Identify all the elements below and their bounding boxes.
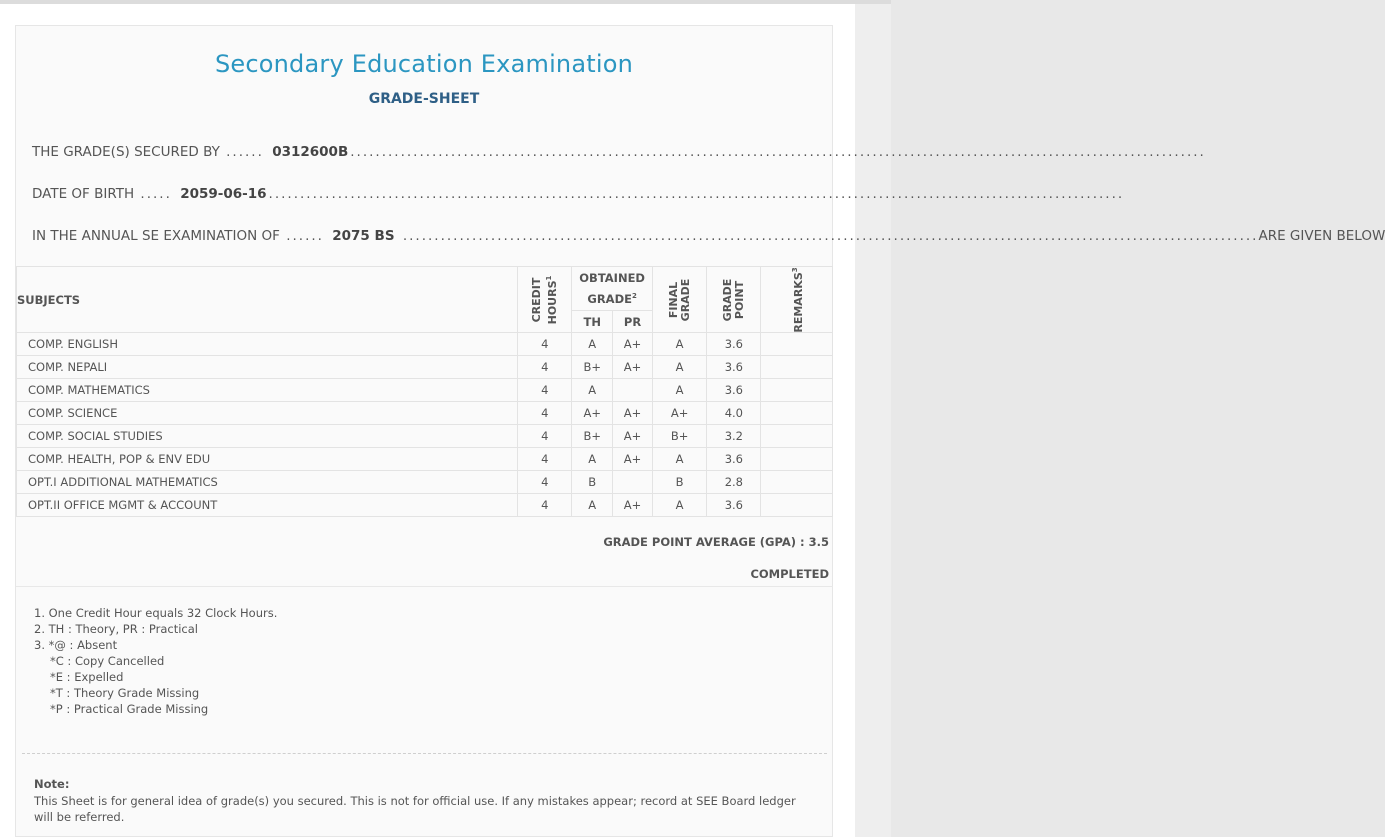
credit-hours: 4 — [518, 402, 572, 425]
final-grade: A — [652, 356, 706, 379]
grade-point: 3.6 — [707, 356, 761, 379]
footnote: *P : Practical Grade Missing — [50, 702, 209, 716]
footnote: 1. One Credit Hour equals 32 Clock Hours. — [34, 606, 278, 620]
subject-name: COMP. ENGLISH — [17, 333, 518, 356]
grade-point: 3.6 — [707, 379, 761, 402]
final-grade: A — [652, 494, 706, 517]
table-row — [17, 356, 833, 379]
subject-name: COMP. SOCIAL STUDIES — [17, 425, 518, 448]
exam-suffix: ARE GIVEN BELOW — [1258, 228, 1385, 244]
exam-label: IN THE ANNUAL SE EXAMINATION OF — [32, 228, 280, 244]
table-row — [17, 425, 833, 448]
final-grade: A+ — [652, 402, 706, 425]
leader-dots: ........................................................................................................................................ — [268, 186, 1125, 202]
credit-hours: 4 — [518, 379, 572, 402]
result-status: COMPLETED — [750, 567, 829, 581]
final-grade: A — [652, 379, 706, 402]
note-heading: Note: — [34, 777, 70, 791]
divider — [16, 586, 833, 587]
remarks — [761, 448, 833, 471]
header-th: TH — [572, 311, 613, 333]
header-subjects: SUBJECTS — [17, 267, 518, 333]
final-grade: B — [652, 471, 706, 494]
table-row — [17, 494, 833, 517]
grade-point: 3.6 — [707, 333, 761, 356]
subject-name: COMP. HEALTH, POP & ENV EDU — [17, 448, 518, 471]
grade-point: 4.0 — [707, 402, 761, 425]
practical-grade: A+ — [613, 425, 653, 448]
subject-name: OPT.I ADDITIONAL MATHEMATICS — [17, 471, 518, 494]
header-obtained-grade: OBTAINED GRADE$^2$ — [572, 267, 653, 311]
footnote: *C : Copy Cancelled — [50, 654, 165, 668]
footnote: 3. *@ : Absent — [34, 638, 118, 652]
theory-grade: A — [572, 494, 613, 517]
page — [0, 4, 1385, 837]
remarks — [761, 402, 833, 425]
theory-grade: A — [572, 448, 613, 471]
table-row — [17, 333, 833, 356]
table-row — [17, 471, 833, 494]
leader-dots: ..... — [134, 186, 179, 202]
subject-name: COMP. MATHEMATICS — [17, 379, 518, 402]
credit-hours: 4 — [518, 356, 572, 379]
credit-hours: 4 — [518, 448, 572, 471]
note-body: This Sheet is for general idea of grade(s) you secured. This is not for official use. If any mistakes appear; record at SEE Board ledger will be referred. — [34, 794, 796, 824]
subject-name: COMP. SCIENCE — [17, 402, 518, 425]
remarks — [761, 379, 833, 402]
credit-hours: 4 — [518, 425, 572, 448]
exam-title: Secondary Education Examination — [214, 50, 634, 78]
symbol-number: 0312600B — [272, 144, 349, 160]
grade-point: 3.2 — [707, 425, 761, 448]
leader-dots: ........................................................................................................................................ — [350, 144, 1206, 160]
practical-grade — [613, 471, 653, 494]
header-credit-hours: CREDIT HOURS$^1$ — [518, 267, 572, 333]
header-pr: PR — [613, 311, 653, 333]
right-scroll-gutter — [855, 4, 891, 837]
table-row — [17, 379, 833, 402]
theory-grade: B — [572, 471, 613, 494]
grades-table — [16, 266, 833, 517]
leader-dots: ...... — [219, 144, 271, 160]
header-grade-point: GRADE POINT — [707, 267, 761, 333]
practical-grade: A+ — [613, 494, 653, 517]
gpa-summary: GRADE POINT AVERAGE (GPA) : 3.5 — [603, 535, 829, 549]
practical-grade: A+ — [613, 402, 653, 425]
theory-grade: A+ — [572, 402, 613, 425]
grade-point: 2.8 — [707, 471, 761, 494]
exam-year: 2075 BS — [332, 228, 395, 244]
remarks — [761, 425, 833, 448]
header-final-grade: FINAL GRADE — [652, 267, 706, 333]
remarks — [761, 494, 833, 517]
grade-sheet — [15, 25, 1385, 837]
theory-grade: A — [572, 379, 613, 402]
practical-grade: A+ — [613, 333, 653, 356]
theory-grade: B+ — [572, 356, 613, 379]
credit-hours: 4 — [518, 494, 572, 517]
theory-grade: B+ — [572, 425, 613, 448]
remarks — [761, 333, 833, 356]
practical-grade: A+ — [613, 356, 653, 379]
secured-by-label: THE GRADE(S) SECURED BY — [32, 144, 220, 160]
leader-dots: ...... — [279, 228, 331, 244]
dashed-divider — [22, 753, 827, 754]
remarks — [761, 356, 833, 379]
dob-value: 2059-06-16 — [180, 186, 267, 202]
dob-label: DATE OF BIRTH — [32, 186, 135, 202]
table-row — [17, 448, 833, 471]
practical-grade: A+ — [613, 448, 653, 471]
footnote: *E : Expelled — [50, 670, 124, 684]
header-remarks: REMARKS$^3$ — [761, 267, 833, 333]
credit-hours: 4 — [518, 471, 572, 494]
remarks — [761, 471, 833, 494]
final-grade: A — [652, 333, 706, 356]
sheet-subtitle: GRADE-SHEET — [368, 91, 480, 107]
final-grade: B+ — [652, 425, 706, 448]
practical-grade — [613, 379, 653, 402]
footnotes — [34, 605, 277, 717]
leader-dots: ........................................................................................................................................ — [396, 228, 1259, 244]
grade-point: 3.6 — [707, 494, 761, 517]
table-row — [17, 402, 833, 425]
footnote: 2. TH : Theory, PR : Practical — [34, 622, 198, 636]
final-grade: A — [652, 448, 706, 471]
grade-point: 3.6 — [707, 448, 761, 471]
dob-line — [32, 186, 1125, 206]
credit-hours: 4 — [518, 333, 572, 356]
subject-name: OPT.II OFFICE MGMT & ACCOUNT — [17, 494, 518, 517]
footnote: *T : Theory Grade Missing — [50, 686, 200, 700]
secured-by-line — [32, 144, 1206, 164]
exam-line — [32, 228, 1385, 248]
subject-name: COMP. NEPALI — [17, 356, 518, 379]
theory-grade: A — [572, 333, 613, 356]
